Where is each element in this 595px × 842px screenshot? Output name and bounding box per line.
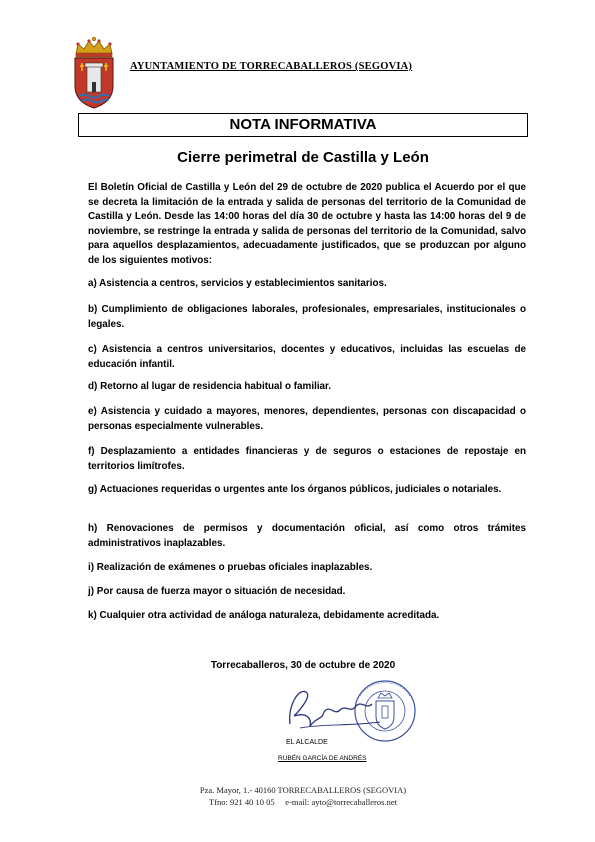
list-item: k) Cualquier otra actividad de análoga naturaleza, debidamente acreditada. — [88, 610, 440, 621]
signature-block — [260, 676, 440, 746]
intro-paragraph: El Boletín Oficial de Castilla y León del 29 de octubre de 2020 publica el Acuerdo por el que se decreta la limitación de la entrada y salida de personas del territorio de la Comunidad de Castilla y León. Desde las 14:00 horas del día 30 de octubre y hasta las 14:00 horas del 9 de noviembre, se restringe la entrada y salida de personas del territorio de la Comunidad, salvo para aquellos desplazamientos, adecuadamente justificados, que se produzcan por alguno de los siguientes motivos: — [88, 182, 526, 266]
list-item: j) Por causa de fuerza mayor o situación de necesidad. — [88, 586, 346, 597]
list-item: f) Desplazamiento a entidades financieras y de seguros o estaciones de repostaje en territorios limítrofes. — [88, 446, 526, 472]
handwritten-signature-icon — [290, 691, 380, 728]
signatory-name: RUBÉN GARCÍA DE ANDRÉS — [278, 755, 367, 762]
dateline: Torrecaballeros, 30 de octubre de 2020 — [210, 660, 396, 671]
coat-of-arms-icon — [70, 36, 118, 110]
list-item: i) Realización de exámenes o pruebas oficiales inaplazables. — [88, 562, 373, 573]
signatory-role: EL ALCALDE — [286, 739, 328, 746]
list-item: d) Retorno al lugar de residencia habitual o familiar. — [88, 381, 332, 392]
footer-address: Pza. Mayor, 1.- 40160 TORRECABALLEROS (SEGOVIA) — [199, 785, 407, 795]
list-item: c) Asistencia a centros universitarios, docentes y educativos, incluidas las escuelas de educación infantil. — [88, 344, 526, 370]
document-subtitle: Cierre perimetral de Castilla y León — [177, 149, 429, 166]
page-title: NOTA INFORMATIVA — [78, 113, 528, 137]
list-item: e) Asistencia y cuidado a mayores, menores, dependientes, personas con discapacidad o personas especialmente vulnerables. — [88, 406, 526, 432]
municipal-seal-icon — [355, 681, 415, 741]
list-item: b) Cumplimiento de obligaciones laborales, profesionales, empresariales, institucionales o legales. — [88, 304, 526, 330]
footer-contact: Tfno: 921 40 10 05 e-mail: ayto@torrecaballeros.net — [209, 797, 397, 807]
list-item: a) Asistencia a centros, servicios y establecimientos sanitarios. — [88, 278, 387, 289]
list-item: h) Renovaciones de permisos y documentación oficial, así como otros trámites administrativos inaplazables. — [88, 523, 526, 549]
organization-name: AYUNTAMIENTO DE TORRECABALLEROS (SEGOVIA) — [130, 61, 413, 72]
list-item: g) Actuaciones requeridas o urgentes ante los órganos públicos, judiciales o notariales. — [88, 484, 502, 495]
